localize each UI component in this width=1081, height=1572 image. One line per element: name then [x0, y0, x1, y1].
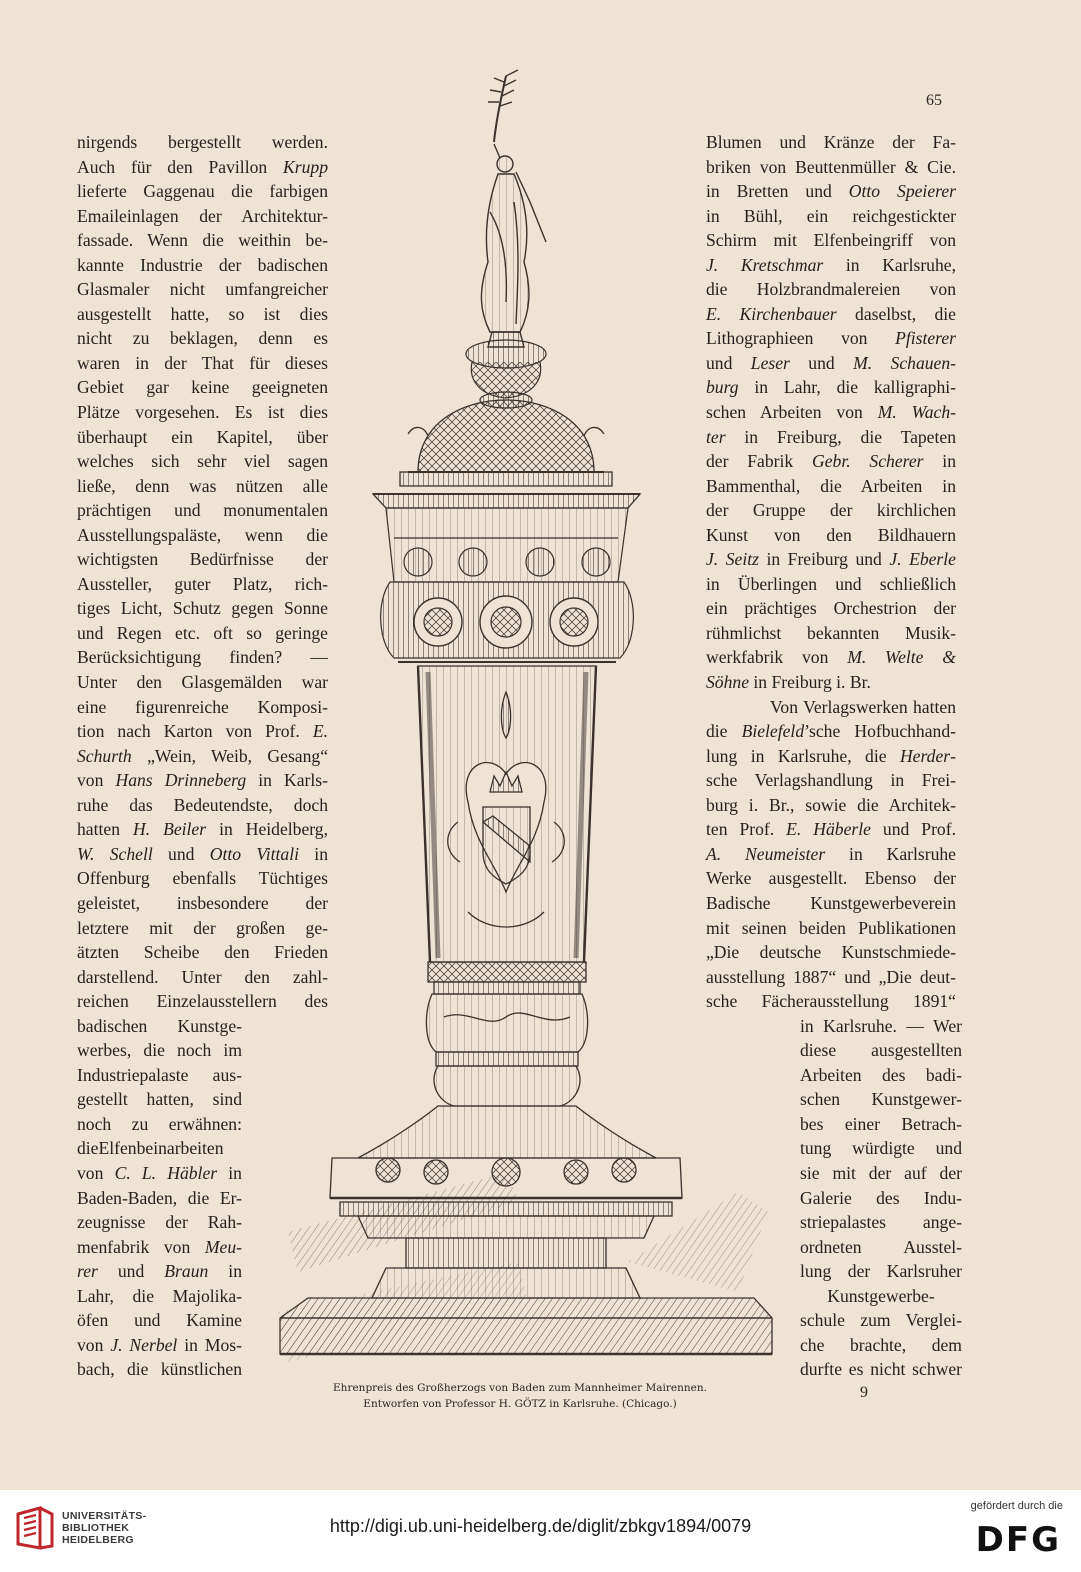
left-column-narrow-line: von C. L. Häbler in [77, 1162, 242, 1183]
right-column-line: ten Prof. E. Häberle und Prof. [706, 819, 956, 840]
left-column-line: Schurth „Wein, Weib, Gesang“ [77, 745, 328, 766]
left-column-line: Gebiet gar keine geeigneten [77, 377, 328, 398]
right-column-line: Werke ausgestellt. Ebenso der [706, 868, 956, 889]
right-column-line: briken von Beuttenmüller & Cie. [706, 156, 956, 177]
right-column-line: ter in Freiburg, die Tapeten [706, 426, 956, 447]
right-column-line: Schirm mit Elfenbeingriff von [706, 230, 956, 251]
right-column-line: ausstellung 1887“ und „Die deut- [706, 966, 956, 987]
right-column-line: Bammenthal, die Arbeiten in [706, 475, 956, 496]
right-column-line: Blumen und Kränze der Fa- [706, 132, 956, 152]
left-column-line: ausgestellt hatte, so ist dies [77, 303, 328, 324]
right-column-line: Söhne in Freiburg i. Br. [706, 672, 871, 693]
left-column-line: hatten H. Beiler in Heidelberg, [77, 819, 328, 840]
left-column-narrow-line: bach, die künstlichen [77, 1359, 242, 1380]
right-column-line: sche Verlagshandlung in Frei- [706, 770, 956, 791]
right-column-line: E. Kirchenbauer daselbst, die [706, 303, 956, 324]
right-column-narrow-line: Kunstgewerbe- [827, 1285, 935, 1306]
right-column-narrow-line: striepalastes ange- [800, 1212, 962, 1233]
library-name-line-2: BIBLIOTHEK [62, 1522, 130, 1534]
left-column-line: Glasmaler nicht umfangreicher [77, 279, 328, 300]
left-column-line: nirgends bergestellt werden. [77, 132, 328, 152]
left-column-line: eine figurenreiche Komposi- [77, 696, 328, 717]
victory-statue [481, 70, 546, 347]
left-column-narrow-line: badischen Kunstge- [77, 1015, 242, 1036]
left-column-narrow-line: dieElfenbeinarbeiten [77, 1138, 224, 1159]
right-column-line: „Die deutsche Kunstschmiede- [706, 942, 956, 963]
right-column-line: schen Arbeiten von M. Wach- [706, 402, 956, 423]
left-column-line: tion nach Karton von Prof. E. [77, 721, 328, 742]
right-column-narrow-line: Arbeiten des badi- [800, 1064, 962, 1085]
right-column-line: die Holzbrandmalereien von [706, 279, 956, 300]
left-column-line: darstellend. Unter den zahl- [77, 966, 328, 987]
dfg-logo: DFG [975, 1520, 1061, 1560]
left-column-line: überhaupt ein Kapitel, über [77, 426, 328, 447]
trophy-engraving-illustration [268, 62, 788, 1384]
right-column-line: A. Neumeister in Karlsruhe [706, 843, 956, 864]
left-column-line: prächtigen und monumentalen [77, 500, 328, 521]
stem-rings [426, 962, 587, 1106]
left-column-line: Berücksichtigung finden? — [77, 647, 328, 668]
left-column-line: Emaileinlagen der Architektur- [77, 205, 328, 226]
right-column-line: rühmlichst bekannten Musik- [706, 622, 956, 643]
left-column-line: Plätze vorgesehen. Es ist dies [77, 402, 328, 423]
left-column-narrow-block [77, 1014, 242, 1382]
left-column-line: W. Schell und Otto Vittali in [77, 843, 328, 864]
right-column-narrow-block [800, 1014, 962, 1382]
left-column-narrow-line: öfen und Kamine [77, 1310, 242, 1331]
vase-body [418, 666, 596, 962]
left-column-line: welches sich sehr viel sagen [77, 451, 328, 472]
right-column-line: burg i. Br., sowie die Architek- [706, 794, 956, 815]
left-column-line: Unter den Glasgemälden war [77, 672, 328, 693]
left-column-line: geleistet, insbesondere der [77, 892, 328, 913]
right-column-line: der Gruppe der kirchlichen [706, 500, 956, 521]
right-column-line: Badische Kunstgewerbeverein [706, 892, 956, 913]
right-column-line: der Fabrik Gebr. Scherer in [706, 451, 956, 472]
right-column-line: ein prächtiges Orchestrion der [706, 598, 956, 619]
left-column-line: wichtigsten Bedürfnisse der [77, 549, 328, 570]
left-column-line: kannte Industrie der badischen [77, 254, 328, 275]
right-column-narrow-line: ordneten Ausstel- [800, 1236, 962, 1257]
right-column-narrow-line: tung würdigte und [800, 1138, 962, 1159]
footer-bar [0, 1490, 1081, 1572]
left-column-line: ätzten Scheibe den Frieden [77, 942, 328, 963]
left-column-line: fassade. Wenn die weithin be- [77, 230, 328, 251]
left-column-line: von Hans Drinneberg in Karls- [77, 770, 329, 791]
right-column-line: werkfabrik von M. Welte & [706, 647, 956, 668]
right-column-narrow-line: sie mit der auf der [800, 1162, 962, 1183]
left-column-line: waren in der That für dieses [77, 352, 328, 373]
left-column-narrow-line: zeugnisse der Rah- [77, 1212, 242, 1233]
right-column-narrow-line: che brachte, dem [800, 1334, 962, 1355]
right-column-line: lung in Karlsruhe, die Herder- [706, 745, 956, 766]
left-column-line: Ausstellungspaläste, wenn die [77, 524, 328, 545]
right-column-line: sche Fächerausstellung 1891“ [706, 991, 956, 1012]
right-column-line: in Bretten und Otto Speierer [706, 181, 956, 202]
left-column-narrow-line: noch zu erwähnen: [77, 1113, 242, 1134]
right-column-narrow-line: in Karlsruhe. — Wer [800, 1015, 962, 1036]
right-column-line: Von Verlagswerken hatten [770, 696, 956, 717]
right-column-line: und Leser und M. Schauen- [706, 352, 957, 373]
caption-line-1: Ehrenpreis des Großherzogs von Baden zum Mannheimer Mairennen. [333, 1382, 707, 1394]
left-column-narrow-line: rer und Braun in [77, 1261, 242, 1282]
upper-cup [381, 508, 634, 662]
left-column-narrow-line: Industriepalaste aus- [77, 1064, 242, 1085]
lid-finial [466, 340, 546, 408]
library-name-line-3: HEIDELBERG [62, 1534, 134, 1546]
left-column-line: ruhe das Bedeutendste, doch [77, 794, 328, 815]
left-column-narrow-line: Baden-Baden, die Er- [77, 1187, 242, 1208]
right-column-narrow-line: durfte es nicht schwer [800, 1359, 962, 1380]
permalink-url[interactable]: http://digi.ub.uni-heidelberg.de/diglit/zbkgv1894/0079 [329, 1516, 752, 1536]
left-column-line: Auch für den Pavillon Krupp [77, 156, 328, 177]
left-column-narrow-line: werbes, die noch im [77, 1040, 242, 1061]
right-column-narrow-line: lung der Karlsruher [800, 1261, 962, 1282]
left-column-line: reichen Einzelausstellern des [77, 991, 328, 1012]
right-column-narrow-line: Galerie des Indu- [800, 1187, 962, 1208]
right-column-line: mit seinen beiden Publikationen [706, 917, 956, 938]
signature-mark: 9 [860, 1384, 868, 1401]
page-number: 65 [926, 92, 942, 109]
left-column-line: tiges Licht, Schutz gegen Sonne [77, 598, 328, 619]
right-column-line: burg in Lahr, die kalligraphi- [706, 377, 956, 398]
right-column-narrow-line: schen Kunstgewer- [800, 1089, 962, 1110]
left-column-line: und Regen etc. oft so geringe [77, 622, 328, 643]
right-column-narrow-line: schule zum Verglei- [800, 1310, 962, 1331]
right-column-line: die Bielefeld’sche Hofbuchhand- [706, 721, 956, 742]
right-column-line: Kunst von den Bildhauern [706, 524, 956, 545]
right-column-line: J. Kretschmar in Karlsruhe, [706, 254, 956, 275]
left-column-narrow-line: von J. Nerbel in Mos- [77, 1334, 242, 1355]
left-column-line: Offenburg ebenfalls Tüchtiges [77, 868, 328, 889]
left-column-narrow-line: gestellt hatten, sind [77, 1089, 242, 1110]
left-column-narrow-line: Lahr, die Majolika- [77, 1285, 242, 1306]
left-column-line: Aussteller, guter Platz, rich- [77, 573, 328, 594]
right-column-line: J. Seitz in Freiburg und J. Eberle [706, 549, 956, 570]
funding-note: gefördert durch die [970, 1500, 1063, 1512]
dome-lid [373, 400, 640, 508]
left-column-line: nicht zu beklagen, denn es [77, 328, 328, 349]
illustration-caption [280, 1380, 760, 1412]
library-name-line-1: UNIVERSITÄTS- [62, 1510, 147, 1522]
left-column-line: ließe, denn was nützen alle [77, 475, 328, 496]
right-column-line: in Bühl, ein reichgestickter [706, 205, 956, 226]
left-column-line: letztere mit der großen ge- [77, 917, 328, 938]
left-column-narrow-line: menfabrik von Meu- [77, 1236, 242, 1257]
right-column-line: Lithographieen von Pfisterer [706, 328, 956, 349]
right-column-narrow-line: diese ausgestellten [800, 1040, 962, 1061]
right-column-narrow-line: bes einer Betrach- [800, 1113, 962, 1134]
left-column-line: lieferte Gaggenau die farbigen [77, 181, 328, 202]
caption-line-2: Entworfen von Professor H. GÖTZ in Karlsruhe. (Chicago.) [363, 1398, 677, 1410]
right-column-line: in Überlingen und schließlich [706, 573, 956, 594]
